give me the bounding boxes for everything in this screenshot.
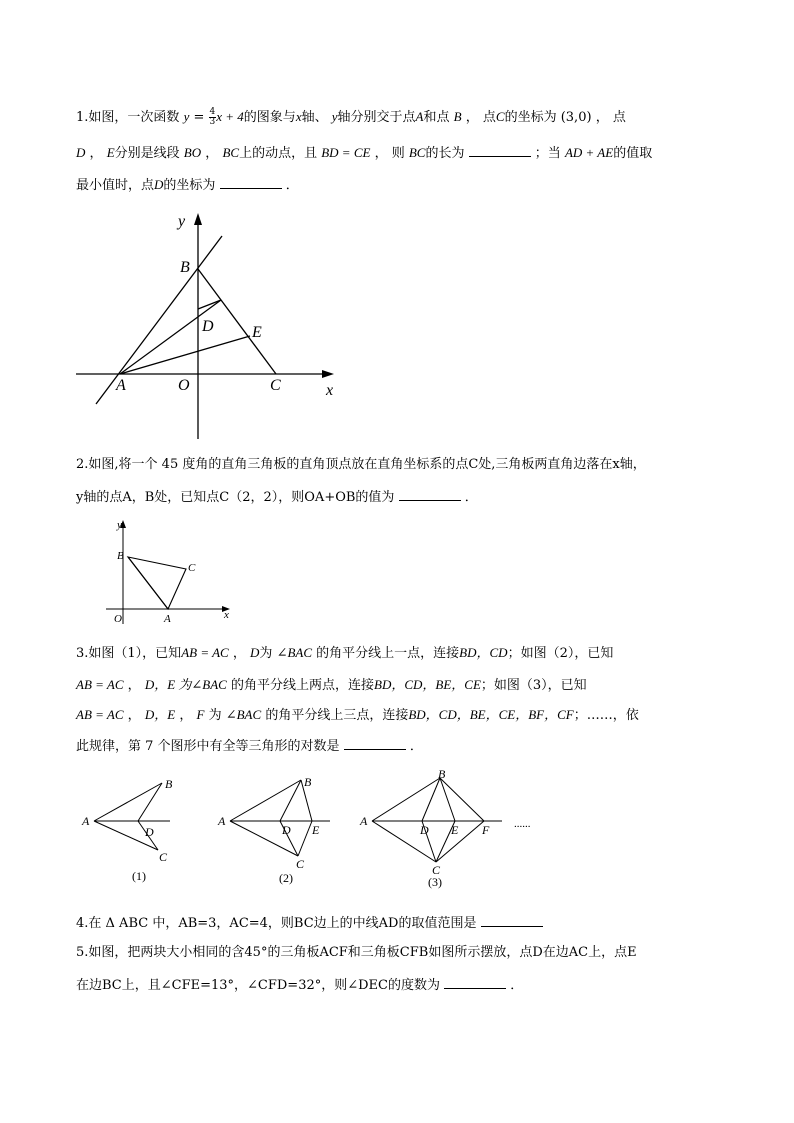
segment-ad — [120, 300, 221, 374]
math-var: A — [415, 109, 424, 124]
math-var: x — [295, 109, 302, 124]
problem-5-line-2 — [76, 976, 523, 995]
problem-3-line-1 — [76, 644, 613, 663]
text: 的角平分线上三点，连接 — [265, 708, 409, 723]
segment-ab — [128, 557, 168, 609]
problem-2-figure — [100, 514, 250, 630]
label-a: A — [360, 814, 368, 828]
figure-caption: (3) — [428, 875, 442, 889]
text: 如图，把两块大小相同的含45°的三角板ACF和三角板CFB如图所示摆放，点D在边AC上，点E — [88, 945, 637, 960]
segment-ce — [298, 821, 312, 856]
fraction-denominator: 3 — [209, 117, 216, 127]
continuation-dots: ...... — [514, 818, 531, 830]
text: 在边BC上，且∠CFE=13°，∠CFD=32°，则∠DEC的度数为 — [76, 978, 440, 993]
label-a: A — [116, 377, 126, 394]
text: 的图象与 — [243, 110, 296, 125]
label-c: C — [159, 850, 168, 864]
text: 在 Δ ABC 中，AB=3，AC=4，则BC边上的中线AD的取值范围是 — [88, 916, 477, 931]
answer-blank[interactable] — [399, 488, 461, 501]
label-d: D — [420, 823, 429, 837]
math-expr: x + 4 — [216, 109, 244, 124]
label-y: y — [117, 519, 122, 531]
problem-4-line-1 — [76, 914, 543, 933]
text: ；当 — [534, 146, 561, 161]
text: ． — [285, 178, 299, 193]
math-var: BC — [408, 145, 426, 160]
math-var: D — [154, 177, 164, 192]
math-expr: ∠BAC — [276, 645, 313, 660]
math-var: E — [106, 145, 115, 160]
label-e: E — [312, 823, 320, 837]
x-axis-arrow — [322, 370, 334, 378]
segment-ae — [120, 336, 250, 374]
text: ， 则 — [374, 146, 405, 161]
text: ． — [464, 490, 478, 505]
text: 如图,将一个 45 度角的直角三角板的直角顶点放在直角坐标系的点C处,三角板两直角边落在x轴， — [88, 457, 646, 472]
problem-3-line-2 — [76, 676, 587, 695]
math-expr: BD，CD — [459, 645, 508, 660]
answer-blank[interactable] — [481, 914, 543, 927]
text: ；如图（3），已知 — [480, 678, 587, 693]
label-d: D — [202, 318, 214, 335]
label-e: E — [252, 324, 262, 341]
problem-1-line-1 — [76, 108, 626, 127]
problem-3-line-3 — [76, 706, 639, 725]
problem-1-line-3 — [76, 176, 299, 195]
answer-blank[interactable] — [220, 176, 282, 189]
math-expr: BD，CD，BE，CE，BF，CF — [408, 707, 574, 722]
math-var: F — [196, 707, 205, 722]
text: ；如图（2），已知 — [507, 646, 614, 661]
label-c: C — [296, 857, 305, 871]
text: 的角平分线上两点，连接 — [231, 678, 375, 693]
text: 的长为 — [425, 146, 465, 161]
text: 的角平分线上一点，连接 — [316, 646, 460, 661]
math-var: B — [453, 109, 462, 124]
text: ， — [89, 146, 103, 161]
problem-number: 4. — [76, 916, 89, 931]
segment-bd — [422, 778, 440, 821]
problem-1-line-2 — [76, 144, 652, 163]
math-expr: AB = AC — [76, 707, 124, 722]
segment-bd — [138, 783, 162, 821]
answer-blank[interactable] — [469, 144, 531, 157]
text: ， — [127, 678, 141, 693]
text: 如图（1），已知 — [88, 646, 182, 661]
problem-number: 3. — [76, 646, 89, 661]
text: ， — [179, 708, 193, 723]
fraction-numerator: 4 — [209, 107, 216, 117]
text: ． — [409, 739, 423, 754]
math-expr: ∠BAC — [225, 707, 262, 722]
math-expr: AD + AE — [564, 145, 614, 160]
label-d: D — [282, 823, 291, 837]
text: 上的动点，且 — [239, 146, 318, 161]
problem-number: 5. — [76, 945, 89, 960]
label-c: C — [188, 562, 196, 574]
problem-2-line-1 — [76, 456, 646, 474]
answer-blank[interactable] — [444, 976, 506, 989]
label-f: F — [482, 823, 490, 837]
math-op: = — [189, 110, 209, 125]
math-expr: BD = CE — [321, 145, 371, 160]
text: y轴的点A，B处，已知点C（2，2），则OA+OB的值为 — [76, 490, 395, 505]
problem-3-figure-3 — [356, 766, 556, 892]
label-d: D — [145, 825, 154, 839]
math-expr: D，E — [144, 707, 176, 722]
figure-caption: (1) — [132, 869, 146, 883]
text: 的坐标为 — [504, 110, 557, 125]
text: ． — [510, 978, 524, 993]
math-var: y — [183, 109, 190, 124]
math-expr: (3,0) — [560, 110, 592, 125]
label-a: A — [82, 814, 90, 828]
label-e: E — [451, 823, 459, 837]
label-c: C — [432, 863, 441, 877]
problem-1-figure — [70, 205, 350, 445]
math-var: y — [331, 109, 338, 124]
segment-bf — [440, 778, 484, 821]
text: 的值取 — [613, 146, 653, 161]
label-a: A — [218, 814, 226, 828]
text: ；……，依 — [573, 708, 639, 723]
text: ， 点 — [595, 110, 626, 125]
math-var: D — [250, 645, 260, 660]
segment-ab — [94, 783, 162, 821]
math-var: C — [495, 109, 505, 124]
text: 轴、 — [301, 110, 328, 125]
math-var: BO — [183, 145, 202, 160]
label-x: x — [326, 382, 334, 399]
text: 此规律，第 7 个图形中有全等三角形的对数是 — [76, 739, 340, 754]
label-y: y — [178, 213, 186, 230]
label-o: O — [114, 613, 122, 625]
problem-number: 1. — [76, 110, 89, 125]
triangle-bca — [128, 557, 186, 609]
text: ， — [232, 646, 246, 661]
label-b: B — [117, 550, 124, 562]
label-a: A — [164, 613, 171, 625]
math-expr: AB = AC — [76, 677, 124, 692]
label-x: x — [224, 609, 229, 621]
label-b: B — [180, 259, 190, 276]
label-c: C — [270, 377, 281, 394]
figure-caption: (2) — [279, 871, 293, 885]
problem-2-line-2 — [76, 488, 478, 507]
segment-cf — [436, 821, 484, 862]
text: 为 — [259, 646, 273, 661]
problem-5-line-1 — [76, 944, 637, 962]
problem-3-line-4 — [76, 737, 423, 756]
problem-number: 2. — [76, 457, 89, 472]
text: 轴分别交于点 — [337, 110, 416, 125]
label-b: B — [438, 767, 446, 781]
text: 的坐标为 — [163, 178, 216, 193]
y-axis-arrow — [194, 213, 202, 225]
segment-ab — [372, 778, 440, 821]
problem-3-figure-1 — [80, 768, 190, 888]
text: 和点 — [423, 110, 450, 125]
text: 分别是线段 — [114, 146, 180, 161]
label-b: B — [304, 775, 312, 789]
text: ， — [205, 146, 219, 161]
text: 最小值时，点 — [76, 178, 155, 193]
label-o: O — [178, 377, 190, 394]
text: ， 点 — [465, 110, 496, 125]
math-expr: D，E 为∠BAC — [144, 677, 227, 692]
text: 为 — [208, 708, 222, 723]
text: 如图，一次函数 — [88, 110, 180, 125]
math-var: D — [76, 145, 86, 160]
text: ， — [127, 708, 141, 723]
label-b: B — [165, 777, 173, 791]
math-expr: AB = AC — [181, 645, 229, 660]
answer-blank[interactable] — [344, 737, 406, 750]
math-var: BC — [222, 145, 240, 160]
segment-be — [440, 778, 455, 821]
problem-3-figure-2 — [216, 768, 336, 888]
math-expr: BD，CD，BE，CE — [374, 677, 481, 692]
